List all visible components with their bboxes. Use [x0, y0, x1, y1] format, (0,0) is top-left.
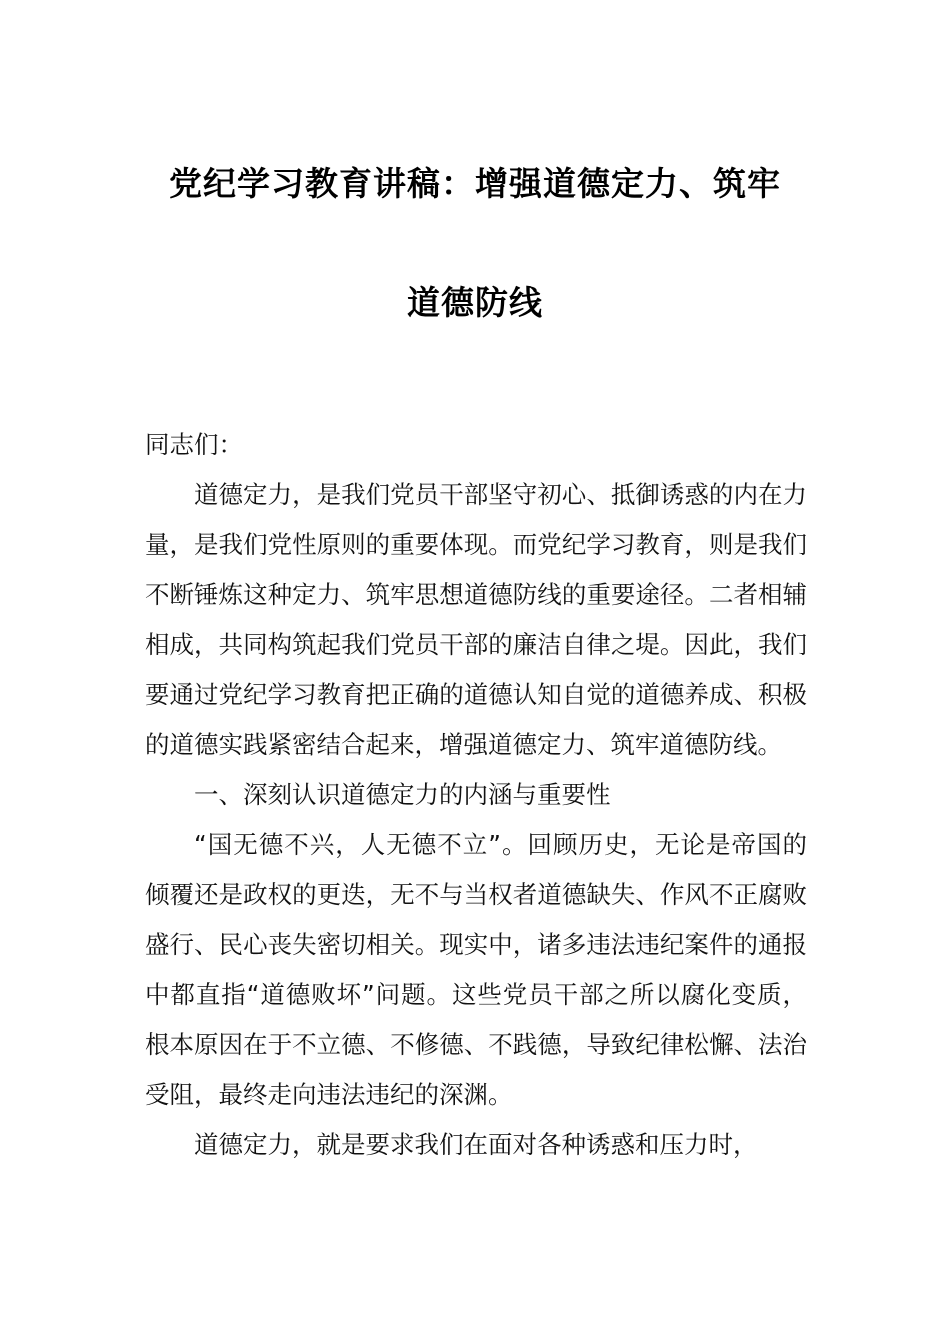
paragraph: 道德定力，就是要求我们在面对各种诱惑和压力时，	[194, 1130, 758, 1159]
salutation: 同志们：	[145, 430, 243, 459]
section-heading: 一、深刻认识道德定力的内涵与重要性	[194, 780, 611, 809]
document-title-line-1: 党纪学习教育讲稿：增强道德定力、筑牢	[169, 164, 781, 203]
document-body	[145, 420, 807, 1170]
document-title-line-2: 道德防线	[407, 283, 543, 322]
paragraph: “国无德不兴，人无德不立”。回顾历史，无论是帝国的倾覆还是政权的更迭，无不与当权者道德缺失、作风不正腐败盛行、民心丧失密切相关。现实中，诸多违法违纪案件的通报中都直指“道德败坏”问题。这些党员干部之所以腐化变质，根本原因在于不立德、不修德、不践德，导致纪律松懈、法治受阻，最终走向违法违纪的深渊。	[145, 830, 807, 1109]
paragraph: 道德定力，是我们党员干部坚守初心、抵御诱惑的内在力量，是我们党性原则的重要体现。而党纪学习教育，则是我们不断锤炼这种定力、筑牢思想道德防线的重要途径。二者相辅相成，共同构筑起我们党员干部的廉洁自律之堤。因此，我们要通过党纪学习教育把正确的道德认知自觉的道德养成、积极的道德实践紧密结合起来，增强道德定力、筑牢道德防线。	[145, 480, 807, 759]
